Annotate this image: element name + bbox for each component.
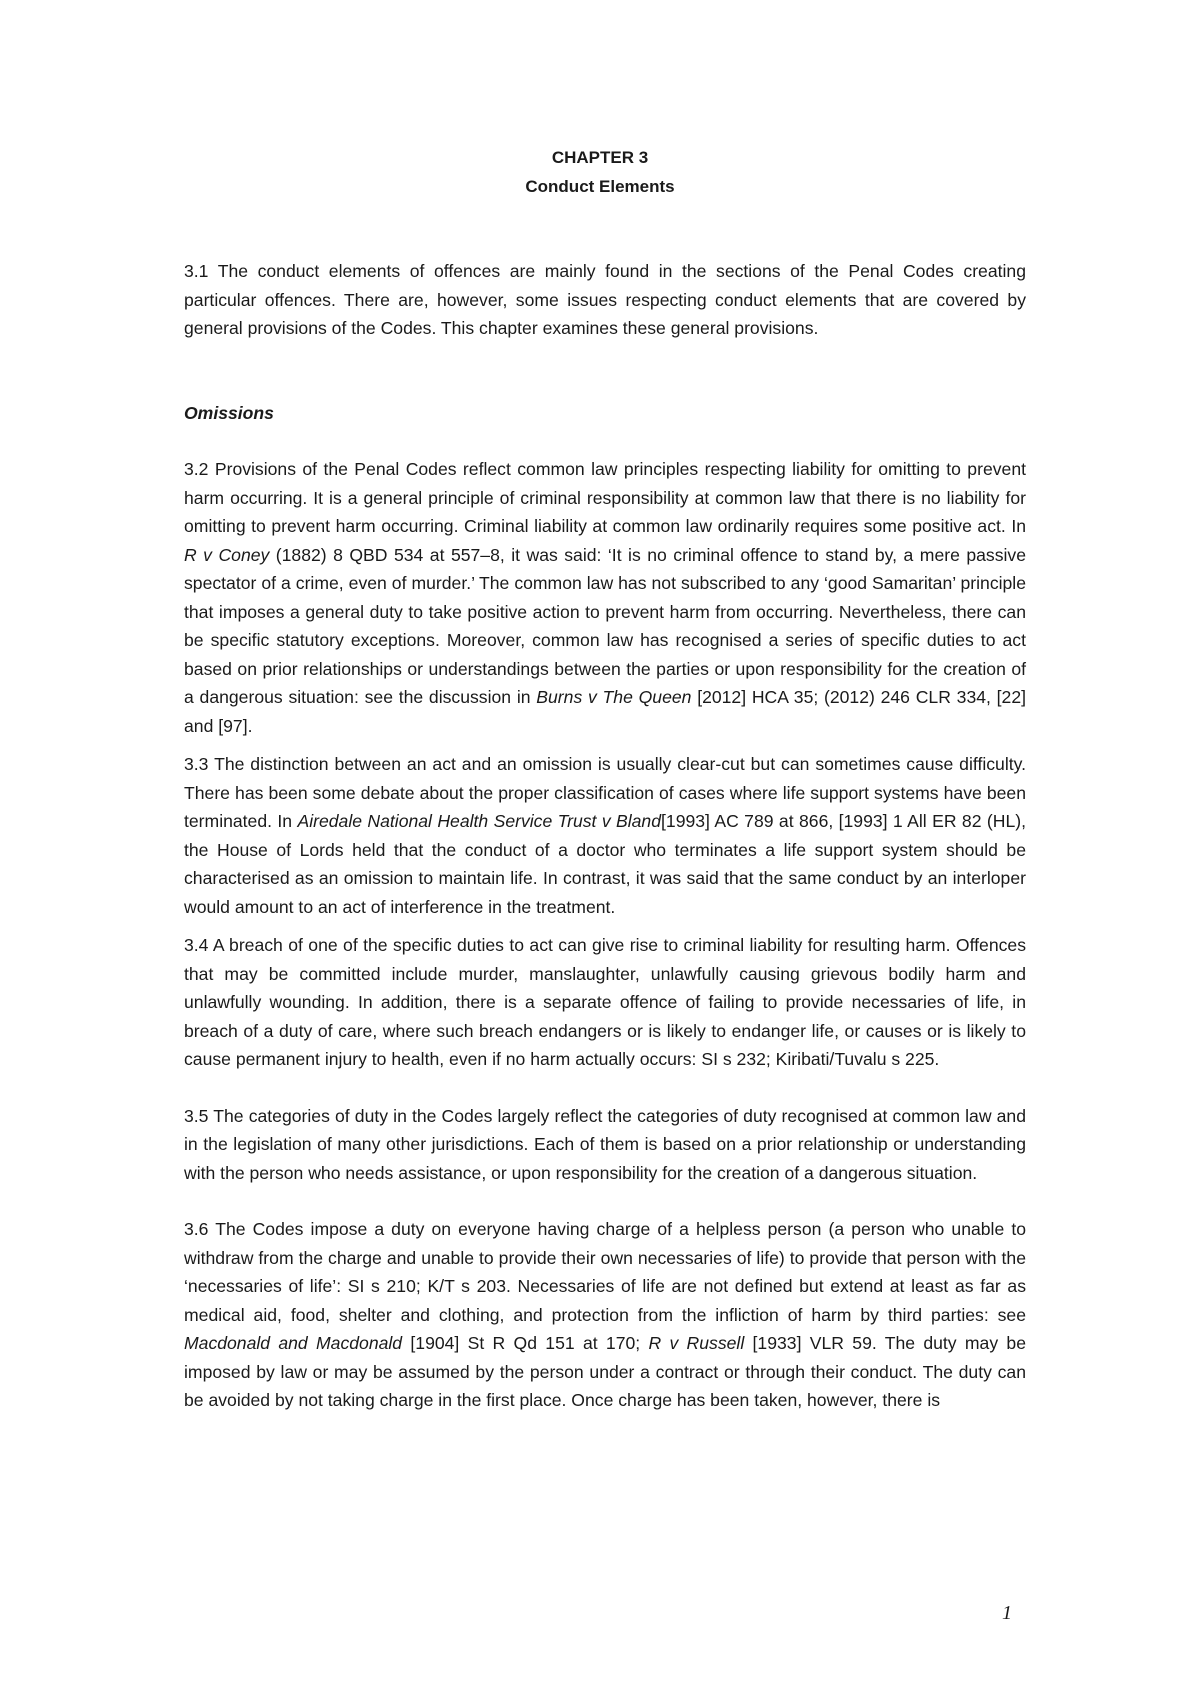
case-citation: Macdonald and Macdonald [184, 1333, 403, 1353]
paragraph-text: [2012] HCA 35; (2012) 246 CLR 334, [22] and [97]. [184, 687, 1026, 736]
paragraph-text: [1993] AC 789 at 866, [1993] 1 All ER 82 (HL), the House of Lords held that the conduct of a doctor who terminates a life support system should be characterised as an omission to maintain life. In contrast, it was said that the same conduct by an interloper would amount to an act of interference in the treatment. [184, 811, 1026, 917]
paragraph-text: [1933] VLR 59. The duty may be imposed by law or may be assumed by the person under a contract or through their conduct. The duty can be avoided by not taking charge in the first place. Once charge has been taken, however, there is [184, 1333, 1026, 1410]
section-heading-omissions: Omissions [184, 402, 274, 423]
paragraph-text: 3.2 Provisions of the Penal Codes reflect common law principles respecting liability for omitting to prevent harm occurring. It is a general principle of criminal responsibility at common law that there is no liability for omitting to prevent harm occurring. Criminal liability at common law ordinarily requires some positive act. In [184, 459, 1026, 536]
paragraph-3-4: 3.4 A breach of one of the specific duties to act can give rise to criminal liability for resulting harm. Offences that may be committed include murder, manslaughter, unlawfully causing grievous bodily harm and unlawfully wounding. In addition, there is a separate offence of failing to provide necessaries of life, in breach of a duty of care, where such breach endangers or is likely to endanger life, or causes or is likely to cause permanent injury to health, even if no harm actually occurs: SI s 232; Kiribati/Tuvalu s 225. [184, 935, 1026, 1069]
paragraph-text: [1904] St R Qd 151 at 170; [402, 1333, 649, 1353]
paragraph-3-1: 3.1 The conduct elements of offences are mainly found in the sections of the Penal Codes creating particular offences. There are, however, some issues respecting conduct elements that are covered by general provisions of the Codes. This chapter examines these general provisions. [184, 261, 1026, 338]
paragraph-text: 3.6 The Codes impose a duty on everyone having charge of a helpless person (a person who unable to withdraw from the charge and unable to provide their own necessaries of life) to provide that person with the ‘necessaries of life’: SI s 210; K/T s 203. Necessaries of life are not defined but extend at least as far as medical aid, food, shelter and clothing, and protection from the infliction of harm by third parties: see [184, 1219, 1026, 1325]
chapter-title: Conduct Elements [525, 177, 675, 196]
page-number: 1 [1002, 1602, 1012, 1624]
paragraph-3-2 [184, 455, 1026, 740]
paragraph-text: (1882) 8 QBD 534 at 557–8, it was said: ‘It is no criminal offence to stand by, a mere passive spectator of a crime, even of murder.’ The common law has not subscribed to any ‘good Samaritan’ principle that imposes a general duty to take positive action to prevent harm from occurring. Nevertheless, there can be specific statutory exceptions. Moreover, common law has recognised a series of specific duties to act based on prior relationships or understandings between the parties or upon responsibility for the creation of a dangerous situation: see the discussion in [184, 544, 1026, 707]
case-citation: R v Russell [648, 1333, 745, 1353]
document-body [184, 257, 1026, 1415]
paragraph-3-5: 3.5 The categories of duty in the Codes largely reflect the categories of duty recognised at common law and in the legislation of many other jurisdictions. Each of them is based on a prior relationship or understanding with the person who needs assistance, or upon responsibility for the creation of a dangerous situation. [184, 1105, 1026, 1183]
chapter-number: CHAPTER 3 [551, 148, 649, 167]
case-citation: R v Coney [184, 544, 270, 565]
paragraph-3-6 [184, 1215, 1026, 1415]
case-citation: Airedale National Health Service Trust v Bland [297, 811, 662, 831]
case-citation: Burns v The Queen [536, 687, 692, 707]
paragraph-3-3 [184, 750, 1026, 921]
paragraph-text: 3.3 The distinction between an act and an omission is usually clear-cut but can sometimes cause difficulty. There has been some debate about the proper classification of cases where life support systems have been terminated. In [184, 754, 1026, 831]
